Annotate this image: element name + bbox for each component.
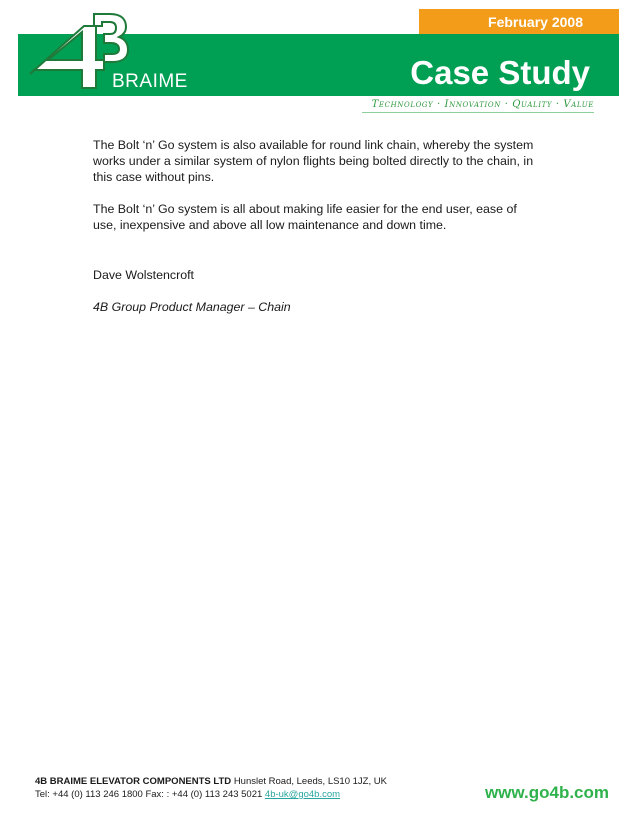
tagline-underline [362, 112, 594, 113]
publication-date: February 2008 [488, 14, 583, 30]
company-address: Hunslet Road, Leeds, LS10 1JZ, UK [233, 776, 387, 787]
paragraph-round-link-chain: The Bolt ‘n’ Go system is also available for round link chain, whereby the system works under a similar system of nylon flights being bolted directly to the chain, in this case without pins. [93, 138, 534, 184]
author-role: 4B Group Product Manager – Chain [93, 300, 291, 314]
footer-contact [35, 789, 340, 800]
date-tab [419, 9, 619, 34]
author-name: Dave Wolstencroft [93, 268, 195, 282]
website-link[interactable]: www.go4b.com [484, 783, 609, 802]
page-title: Case Study [410, 54, 590, 91]
brand-name: BRAIME [112, 71, 188, 92]
email-link[interactable]: 4b-uk@go4b.com [264, 789, 341, 800]
spacer [93, 249, 543, 267]
footer-company [35, 776, 387, 787]
tagline: Technology · Innovation · Quality · Value [371, 99, 594, 110]
body-text [93, 137, 543, 331]
phone-fax: Tel: +44 (0) 113 246 1800 Fax: : +44 (0) 113 243 5021 [35, 789, 263, 800]
paragraph-ease-of-use: The Bolt ‘n’ Go system is all about making life easier for the end user, ease of use, inexpensive and above all low maintenance and down time. [93, 202, 517, 232]
company-name: 4B BRAIME ELEVATOR COMPONENTS LTD [35, 776, 232, 787]
